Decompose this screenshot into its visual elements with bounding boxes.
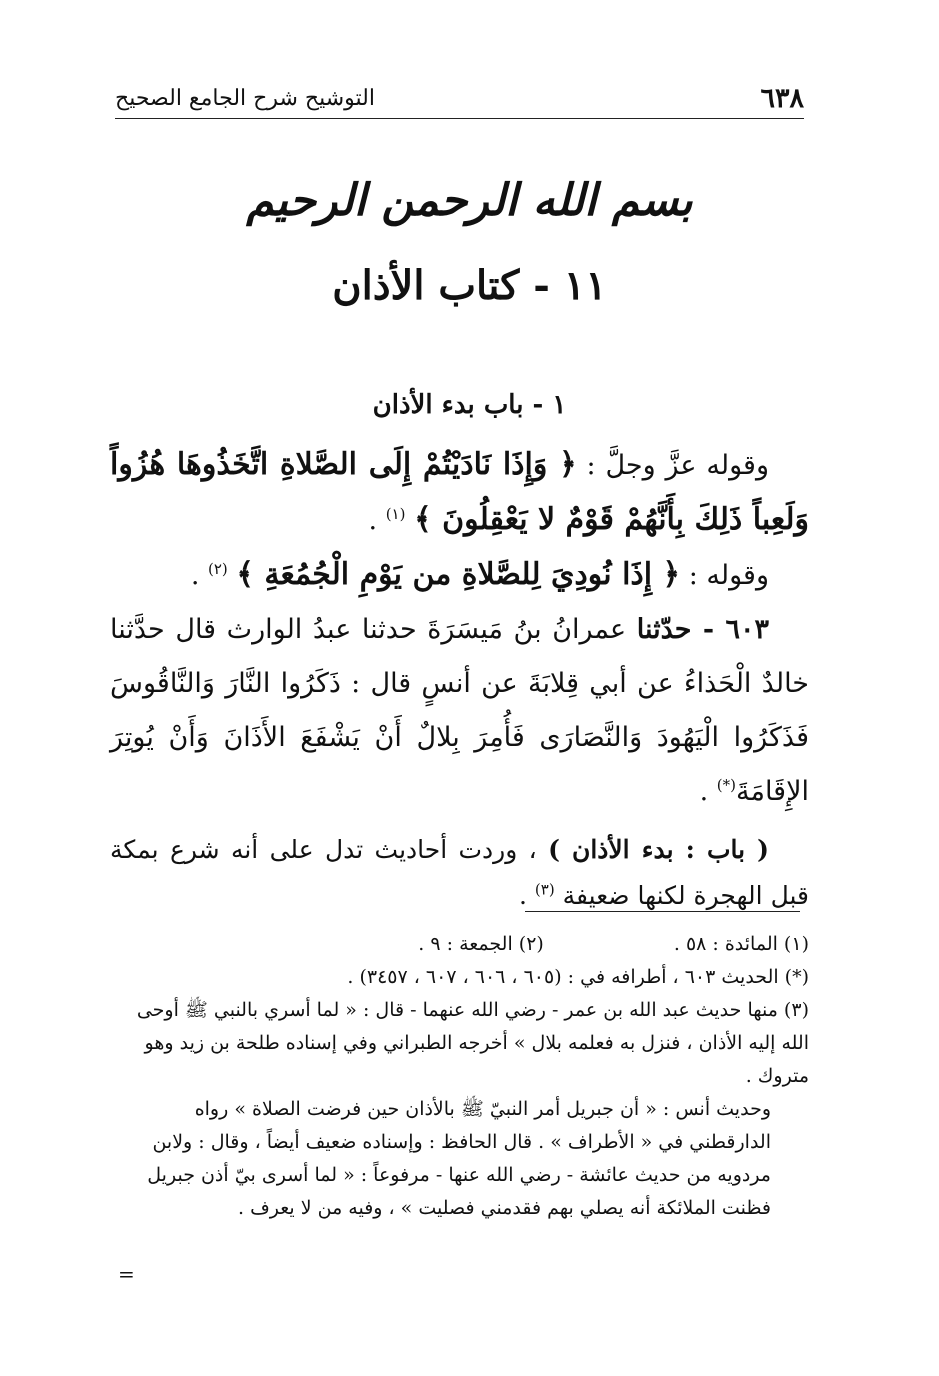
footnote-1: (١) المائدة : ٥٨ .	[673, 933, 809, 955]
footnote-ref: (٢)	[208, 560, 228, 578]
hadith-text: عمرانُ بنُ مَيسَرَةَ حدثنا عبدُ الوارث قال حدَّثنا خالدٌ الْحَذاءُ عن أبي قِلابَةَ عن أنسٍ قال : ذَكَرُوا النَّارَ وَالنَّاقُوسَ فَذَكَرُوا الْيَهُودَ وَالنَّصَارَى فَأُمِرَ بِلالٌ أَنْ يَشْفَعَ الأَذَانَ وَأَنْ يُوتِرَ الإِقَامَةَ	[110, 614, 809, 807]
paragraph-commentary: ( باب : بدء الأذان ) ، وردت أحاديث تدل على أنه شرع بمكة قبل الهجرة لكنها ضعيفة $^{(٣)}$ .	[110, 835, 809, 910]
book-title: ١١ - كتاب الأذان	[332, 262, 607, 309]
basmala: بسم الله الرحمن الرحيم	[246, 175, 693, 226]
quran-verse: ﴿ وَإِذَا نَادَيْتُمْ إِلَى الصَّلاةِ اتَّخَذُوهَا هُزُواً وَلَعِباً ذَلِكَ بِأَنَّهُمْ قَوْمٌ لا يَعْقِلُونَ ﴾	[110, 447, 809, 537]
page-number: ٦٣٨	[760, 82, 804, 114]
quran-verse: ﴿ إِذَا نُودِيَ لِلصَّلاةِ من يَوْمِ الْجُمُعَةِ ﴾	[236, 557, 681, 592]
footnote-ref: (٣)	[534, 880, 555, 899]
footnote-3a: (٣) منها حديث عبد الله بن عمر - رضي الله عنهما - قال : « لما أسري بالنبي ﷺ أوحى الله إليه الأذان ، فنزل به فعلمه بلال » أخرجه الطبراني وفي إسناده طلحة بن زيد وهو متروك .	[136, 999, 809, 1087]
paragraph-verse-1: وقوله عزَّ وجلَّ : ﴿ وَإِذَا نَادَيْتُمْ إِلَى الصَّلاةِ اتَّخَذُوهَا هُزُواً وَلَعِباً ذَلِكَ بِأَنَّهُمْ قَوْمٌ لا يَعْقِلُونَ ﴾ $^{(١)}$ .	[110, 447, 809, 537]
chapter-title: ١ - باب بدء الأذان	[372, 390, 567, 420]
footnote-3b: وحديث أنس : « أن جبريل أمر النبيّ ﷺ بالأذان حين فرضت الصلاة » رواه الدارقطني في « الأطراف » . قال الحافظ : وإسناده ضعيف أيضاً ، وقال : ولابن مردويه من حديث عائشة - رضي الله عنها - مرفوعاً : « لما أسرى بيّ أذن جبريل فظنت الملائكة أنه يصلي بهم فقدمني فصليت » ، وفيه من لا يعرف .	[147, 1098, 771, 1219]
commentary-text: ، وردت أحاديث تدل على أنه شرع بمكة قبل الهجرة لكنها ضعيفة	[110, 835, 809, 910]
footnote-row	[110, 928, 809, 961]
continuation-mark: =	[118, 1262, 135, 1286]
running-title: التوشيح شرح الجامع الصحيح	[115, 85, 375, 111]
commentary-label: ( باب : بدء الأذان )	[548, 835, 769, 864]
footnote-ref: (*)	[716, 776, 737, 794]
verse-intro: وقوله :	[680, 560, 769, 591]
page-header	[115, 78, 804, 119]
footnote-ref: (١)	[385, 505, 406, 523]
footnotes	[110, 928, 809, 1225]
paragraph-hadith: ٦٠٣ - حدّثنا عمرانُ بنُ مَيسَرَةَ حدثنا عبدُ الوارث قال حدَّثنا خالدٌ الْحَذاءُ عن أبي قِلابَةَ عن أنسٍ قال : ذَكَرُوا النَّارَ وَالنَّاقُوسَ فَذَكَرُوا الْيَهُودَ وَالنَّصَارَى فَأُمِرَ بِلالٌ أَنْ يَشْفَعَ الأَذَانَ وَأَنْ يُوتِرَ الإِقَامَةَ(*) .	[110, 614, 809, 807]
footnote-divider	[525, 911, 800, 912]
footnote-2: (٢) الجمعة : ٩ .	[418, 933, 544, 955]
paragraph-verse-2: وقوله : ﴿ إِذَا نُودِيَ لِلصَّلاةِ من يَوْمِ الْجُمُعَةِ ﴾ $^{(٢)}$ .	[190, 557, 769, 592]
main-text	[110, 438, 809, 919]
footnote-star: (*) الحديث ٦٠٣ ، أطرافه في : (٦٠٥ ، ٦٠٦ ، ٦٠٧ ، ٣٤٥٧) .	[347, 966, 809, 988]
verse-intro: وقوله عزَّ وجلَّ :	[576, 450, 769, 481]
hadith-number: ٦٠٣ - حدّثنا	[636, 614, 770, 645]
